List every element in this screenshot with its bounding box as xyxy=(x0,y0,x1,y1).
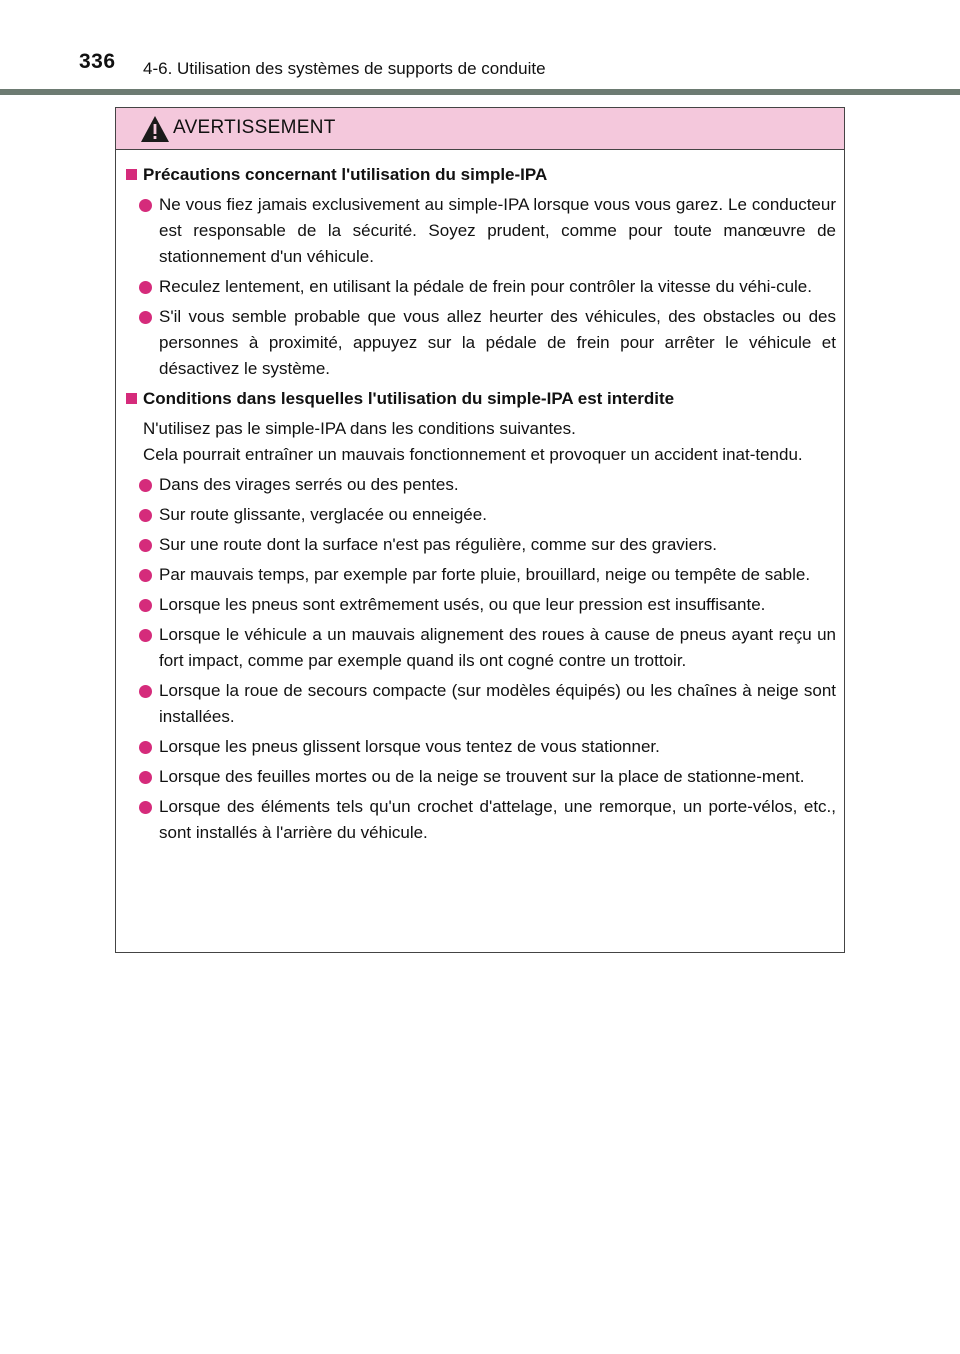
warning-title: AVERTISSEMENT xyxy=(173,117,336,138)
round-bullet-icon xyxy=(139,479,152,492)
list-item xyxy=(126,592,836,618)
section-heading-text: Conditions dans lesquelles l'utilisation du simple-IPA est interdite xyxy=(143,389,675,408)
list-item xyxy=(126,472,836,498)
list-item-text: S'il vous semble probable que vous allez heurter des véhicules, des obstacles ou des personnes à proximité, appuyez sur la pédale de frein pour arrêter le véhicule et désactivez le système. xyxy=(159,307,836,378)
list-item xyxy=(126,502,836,528)
round-bullet-icon xyxy=(139,599,152,612)
list-item xyxy=(126,622,836,674)
list-item xyxy=(126,274,836,300)
list-item-text: Lorsque des éléments tels qu'un crochet d'attelage, une remorque, un porte-vélos, etc., sont installés à l'arrière du véhicule. xyxy=(159,797,836,842)
list-item-text: Sur une route dont la surface n'est pas régulière, comme sur des graviers. xyxy=(159,535,717,554)
list-item xyxy=(126,304,836,382)
warning-box xyxy=(115,107,845,953)
round-bullet-icon xyxy=(139,569,152,582)
list-item xyxy=(126,562,836,588)
round-bullet-icon xyxy=(139,741,152,754)
intro-paragraph: N'utilisez pas le simple-IPA dans les conditions suivantes. xyxy=(143,419,576,438)
round-bullet-icon xyxy=(139,311,152,324)
list-item-text: Lorsque des feuilles mortes ou de la neige se trouvent sur la place de stationne-ment. xyxy=(159,767,805,786)
warning-body xyxy=(116,150,844,846)
list-item-text: Par mauvais temps, par exemple par forte pluie, brouillard, neige ou tempête de sable. xyxy=(159,565,811,584)
section-heading-text: Précautions concernant l'utilisation du simple-IPA xyxy=(143,165,548,184)
list-item-text: Sur route glissante, verglacée ou enneigée. xyxy=(159,505,487,524)
list-item xyxy=(126,678,836,730)
list-item xyxy=(126,764,836,790)
section-heading xyxy=(126,386,836,412)
list-item xyxy=(126,794,836,846)
list-item-text: Lorsque le véhicule a un mauvais alignement des roues à cause de pneus ayant reçu un fort impact, comme par exemple quand ils ont cogné contre un trottoir. xyxy=(159,625,836,670)
header-rule xyxy=(0,89,960,95)
square-bullet-icon xyxy=(126,393,137,404)
list-item xyxy=(126,532,836,558)
page-number: 336 xyxy=(79,50,116,73)
intro-paragraph: Cela pourrait entraîner un mauvais fonctionnement et provoquer un accident inat-tendu. xyxy=(143,445,803,464)
round-bullet-icon xyxy=(139,801,152,814)
square-bullet-icon xyxy=(126,169,137,180)
list-item-text: Ne vous fiez jamais exclusivement au simple-IPA lorsque vous vous garez. Le conducteur est responsable de la sécurité. Soyez prudent, comme pour toute manœuvre de stationnement d'un véhicule. xyxy=(159,195,836,266)
list-item-text: Lorsque la roue de secours compacte (sur modèles équipés) ou les chaînes à neige sont installées. xyxy=(159,681,836,726)
round-bullet-icon xyxy=(139,771,152,784)
round-bullet-icon xyxy=(139,509,152,522)
warning-header xyxy=(116,108,844,150)
round-bullet-icon xyxy=(139,539,152,552)
list-item-text: Reculez lentement, en utilisant la pédale de frein pour contrôler la vitesse du véhi-cule. xyxy=(159,277,812,296)
round-bullet-icon xyxy=(139,685,152,698)
list-item-text: Dans des virages serrés ou des pentes. xyxy=(159,475,459,494)
warning-triangle-icon xyxy=(140,115,170,143)
list-item xyxy=(126,734,836,760)
list-item xyxy=(126,192,836,270)
round-bullet-icon xyxy=(139,281,152,294)
section-heading xyxy=(126,162,836,188)
section-title: 4-6. Utilisation des systèmes de supports de conduite xyxy=(143,59,546,78)
list-item-text: Lorsque les pneus glissent lorsque vous tentez de vous stationner. xyxy=(159,737,660,756)
round-bullet-icon xyxy=(139,629,152,642)
list-item-text: Lorsque les pneus sont extrêmement usés, ou que leur pression est insuffisante. xyxy=(159,595,766,614)
round-bullet-icon xyxy=(139,199,152,212)
